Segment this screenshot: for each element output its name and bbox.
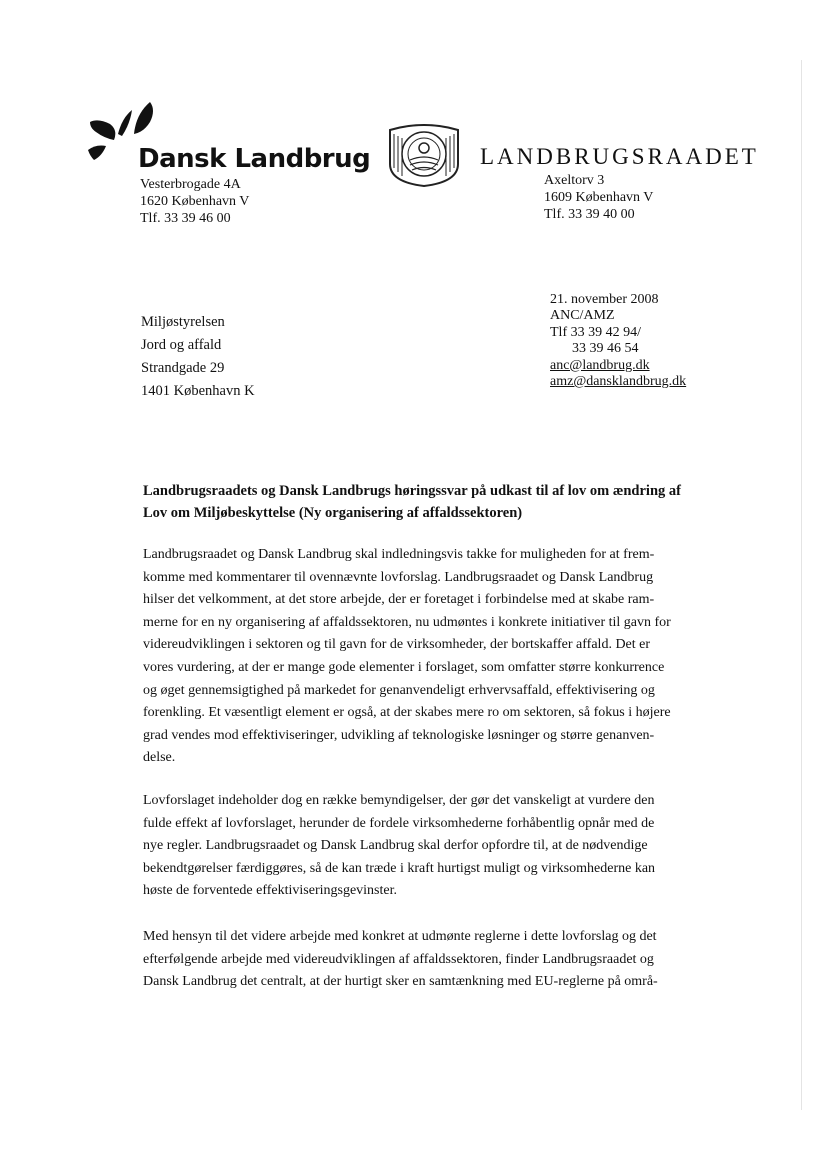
right-address-line: Tlf. 33 39 40 00 xyxy=(544,207,635,222)
body-line: Landbrugsraadet og Dansk Landbrug skal indledningsvis takke for muligheden for at frem- xyxy=(143,547,655,562)
subject-line: Landbrugsraadets og Dansk Landbrugs høringssvar på udkast til af lov om ændring af xyxy=(143,483,681,499)
body-line: komme med kommentarer til ovennævnte lovforslag. Landbrugsraadet og Dansk Landbrug xyxy=(143,569,654,585)
letter-meta xyxy=(550,292,686,390)
landbrugsraadet-seal-icon xyxy=(384,124,464,188)
body-line: og øget gennemsigtighed på markedet for genanvendeligt erhvervsaffald, effektivisering og xyxy=(143,682,655,698)
paragraph-1 xyxy=(143,544,743,770)
body-line: Lovforslaget indeholder dog en række bemyndigelser, der gør det vanskeligt at vurdere den xyxy=(143,793,655,808)
left-address-line: Vesterbrogade 4A xyxy=(140,177,241,192)
body-line: Med hensyn til det videre arbejde med konkret at udmønte reglerne i dette lovforslag og det xyxy=(143,929,657,944)
letter-reference: ANC/AMZ xyxy=(550,308,615,324)
paragraph-2 xyxy=(143,790,743,903)
recipient-address xyxy=(141,311,255,403)
phone-line-2: 33 39 46 54 xyxy=(572,341,639,357)
body-line: nye regler. Landbrugsraadet og Dansk Landbrug skal derfor opfordre til, at de nødvendige xyxy=(143,838,648,854)
left-org-name: Dansk Landbrug xyxy=(138,144,371,174)
left-address-line: Tlf. 33 39 46 00 xyxy=(140,211,231,226)
body-line: merne for en ny organisering af affaldssektoren, nu udmøntes i konkrete initiativer til gavn for xyxy=(143,614,671,630)
left-org-address xyxy=(140,176,249,227)
left-address-line: 1620 København V xyxy=(140,194,250,209)
letter-subject xyxy=(143,480,723,524)
body-line: efterfølgende arbejde med videreudviklingen af affaldssektoren, finder Landbrugsraadet og xyxy=(143,951,654,967)
email-link-amz[interactable]: amz@dansklandbrug.dk xyxy=(550,374,687,390)
recipient-line: Miljøstyrelsen xyxy=(141,314,225,330)
body-line: delse. xyxy=(143,750,176,766)
body-line: vores vurdering, at der er mange gode elementer i forslaget, som omfatter større konkurrence xyxy=(143,659,665,675)
body-line: fulde effekt af lovforslaget, herunder de fordele virksomhederne forhåbentlig opnår med de xyxy=(143,815,655,831)
right-org-name: LANDBRUGSRAADET xyxy=(480,144,759,169)
subject-line: Lov om Miljøbeskyttelse (Ny organisering af affaldssektoren) xyxy=(143,505,523,521)
body-line: bekendtgørelser færdiggøres, så de kan træde i kraft hurtigst muligt og virksomhederne kan xyxy=(143,860,656,876)
right-address-line: Axeltorv 3 xyxy=(544,173,605,188)
paragraph-3 xyxy=(143,926,743,994)
email-link-anc[interactable]: anc@landbrug.dk xyxy=(550,357,650,373)
right-org-address xyxy=(544,172,653,223)
body-line: høste de forventede effektiviseringsgevinster. xyxy=(143,883,397,899)
body-line: forenkling. Et væsentligt element er også, at der skabes mere ro om sektoren, så fokus i højere xyxy=(143,705,671,721)
body-line: grad vendes mod effektiviseringer, udvikling af teknologiske løsninger og større genanven- xyxy=(143,727,655,743)
body-line: videreudviklingen i sektoren og til gavn for de virksomheder, der bortskaffer affald. Det er xyxy=(143,637,651,653)
letter-date: 21. november 2008 xyxy=(550,292,659,307)
right-address-line: 1609 København V xyxy=(544,190,654,205)
recipient-line: Jord og affald xyxy=(141,337,222,353)
body-line: Dansk Landbrug det centralt, at der hurtigt sker en samtænkning med EU-reglerne på områ- xyxy=(143,974,658,990)
phone-line-1: Tlf 33 39 42 94/ xyxy=(550,324,641,340)
body-line: hilser det velkomment, at det store arbejde, der er foretaget i forbindelse med at skabe ram- xyxy=(143,592,655,608)
recipient-line: Strandgade 29 xyxy=(141,360,225,376)
recipient-line: 1401 København K xyxy=(141,383,255,399)
scan-edge-line xyxy=(801,60,802,1110)
